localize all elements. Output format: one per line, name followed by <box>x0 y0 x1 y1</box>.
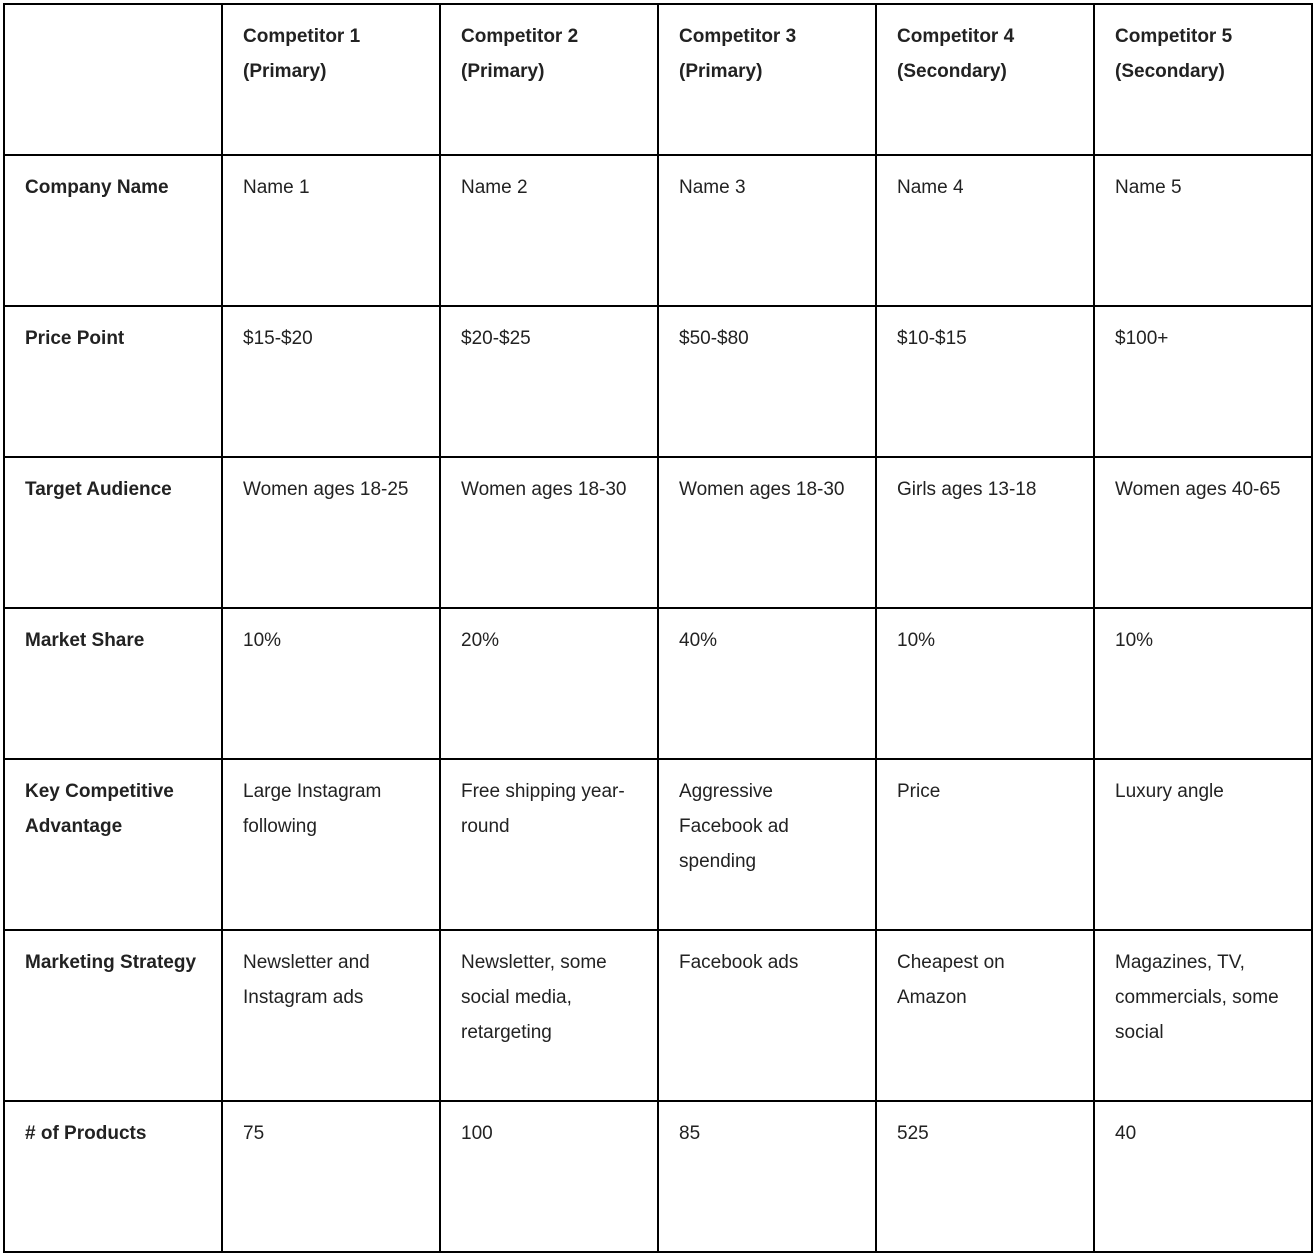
row-label: Price Point <box>4 306 222 457</box>
table-cell: Name 3 <box>658 155 876 306</box>
table-cell: 525 <box>876 1101 1094 1252</box>
competitor-name: Competitor 5 <box>1115 26 1233 47</box>
table-cell: Price <box>876 759 1094 930</box>
table-row-number-of-products <box>4 1101 1312 1252</box>
table-cell: 20% <box>440 608 658 759</box>
table-cell: Girls ages 13-18 <box>876 457 1094 608</box>
header-competitor-3 <box>658 4 876 155</box>
table-cell: Name 5 <box>1094 155 1312 306</box>
competitor-name: Competitor 2 <box>461 26 579 47</box>
row-label: Marketing Strategy <box>4 930 222 1101</box>
table-cell: Aggressive Facebook ad spending <box>658 759 876 930</box>
table-cell: Facebook ads <box>658 930 876 1101</box>
competitor-name: Competitor 1 <box>243 26 361 47</box>
header-competitor-1 <box>222 4 440 155</box>
competitor-type: (Primary) <box>243 61 327 82</box>
table-cell: 100 <box>440 1101 658 1252</box>
table-cell: $100+ <box>1094 306 1312 457</box>
competitor-type: (Secondary) <box>1115 61 1225 82</box>
table-cell: 10% <box>222 608 440 759</box>
table-cell: Name 2 <box>440 155 658 306</box>
table-cell: 40 <box>1094 1101 1312 1252</box>
row-label: Target Audience <box>4 457 222 608</box>
table-cell: Women ages 18-25 <box>222 457 440 608</box>
header-competitor-5 <box>1094 4 1312 155</box>
table-cell: Women ages 18-30 <box>440 457 658 608</box>
competitor-analysis-table <box>3 3 1313 1253</box>
table-row-market-share <box>4 608 1312 759</box>
row-label: Market Share <box>4 608 222 759</box>
table-cell: Cheapest on Amazon <box>876 930 1094 1101</box>
table-cell: Newsletter and Instagram ads <box>222 930 440 1101</box>
row-label: Company Name <box>4 155 222 306</box>
header-competitor-4 <box>876 4 1094 155</box>
competitor-name: Competitor 3 <box>679 26 797 47</box>
table-cell: 85 <box>658 1101 876 1252</box>
table-cell: Free shipping year-round <box>440 759 658 930</box>
table-cell: $15-$20 <box>222 306 440 457</box>
competitor-analysis-table-container <box>3 3 1313 1253</box>
table-row-company-name <box>4 155 1312 306</box>
table-cell: Magazines, TV, commercials, some social <box>1094 930 1312 1101</box>
table-cell: 10% <box>876 608 1094 759</box>
competitor-type: (Primary) <box>461 61 545 82</box>
row-label: Key Competitive Advantage <box>4 759 222 930</box>
table-cell: Newsletter, some social media, retargeting <box>440 930 658 1101</box>
competitor-type: (Secondary) <box>897 61 1007 82</box>
header-row <box>4 4 1312 155</box>
table-cell: $20-$25 <box>440 306 658 457</box>
table-row-price-point <box>4 306 1312 457</box>
competitor-name: Competitor 4 <box>897 26 1015 47</box>
table-cell: 75 <box>222 1101 440 1252</box>
table-row-key-competitive-advantage <box>4 759 1312 930</box>
table-cell: Large Instagram following <box>222 759 440 930</box>
row-label: # of Products <box>4 1101 222 1252</box>
header-competitor-2 <box>440 4 658 155</box>
table-row-target-audience <box>4 457 1312 608</box>
table-cell: 40% <box>658 608 876 759</box>
table-cell: 10% <box>1094 608 1312 759</box>
table-cell: Name 1 <box>222 155 440 306</box>
table-row-marketing-strategy <box>4 930 1312 1101</box>
table-cell: Luxury angle <box>1094 759 1312 930</box>
table-cell: Name 4 <box>876 155 1094 306</box>
competitor-type: (Primary) <box>679 61 763 82</box>
table-cell: $10-$15 <box>876 306 1094 457</box>
table-cell: Women ages 40-65 <box>1094 457 1312 608</box>
table-cell: $50-$80 <box>658 306 876 457</box>
table-cell: Women ages 18-30 <box>658 457 876 608</box>
header-corner-cell <box>4 4 222 155</box>
